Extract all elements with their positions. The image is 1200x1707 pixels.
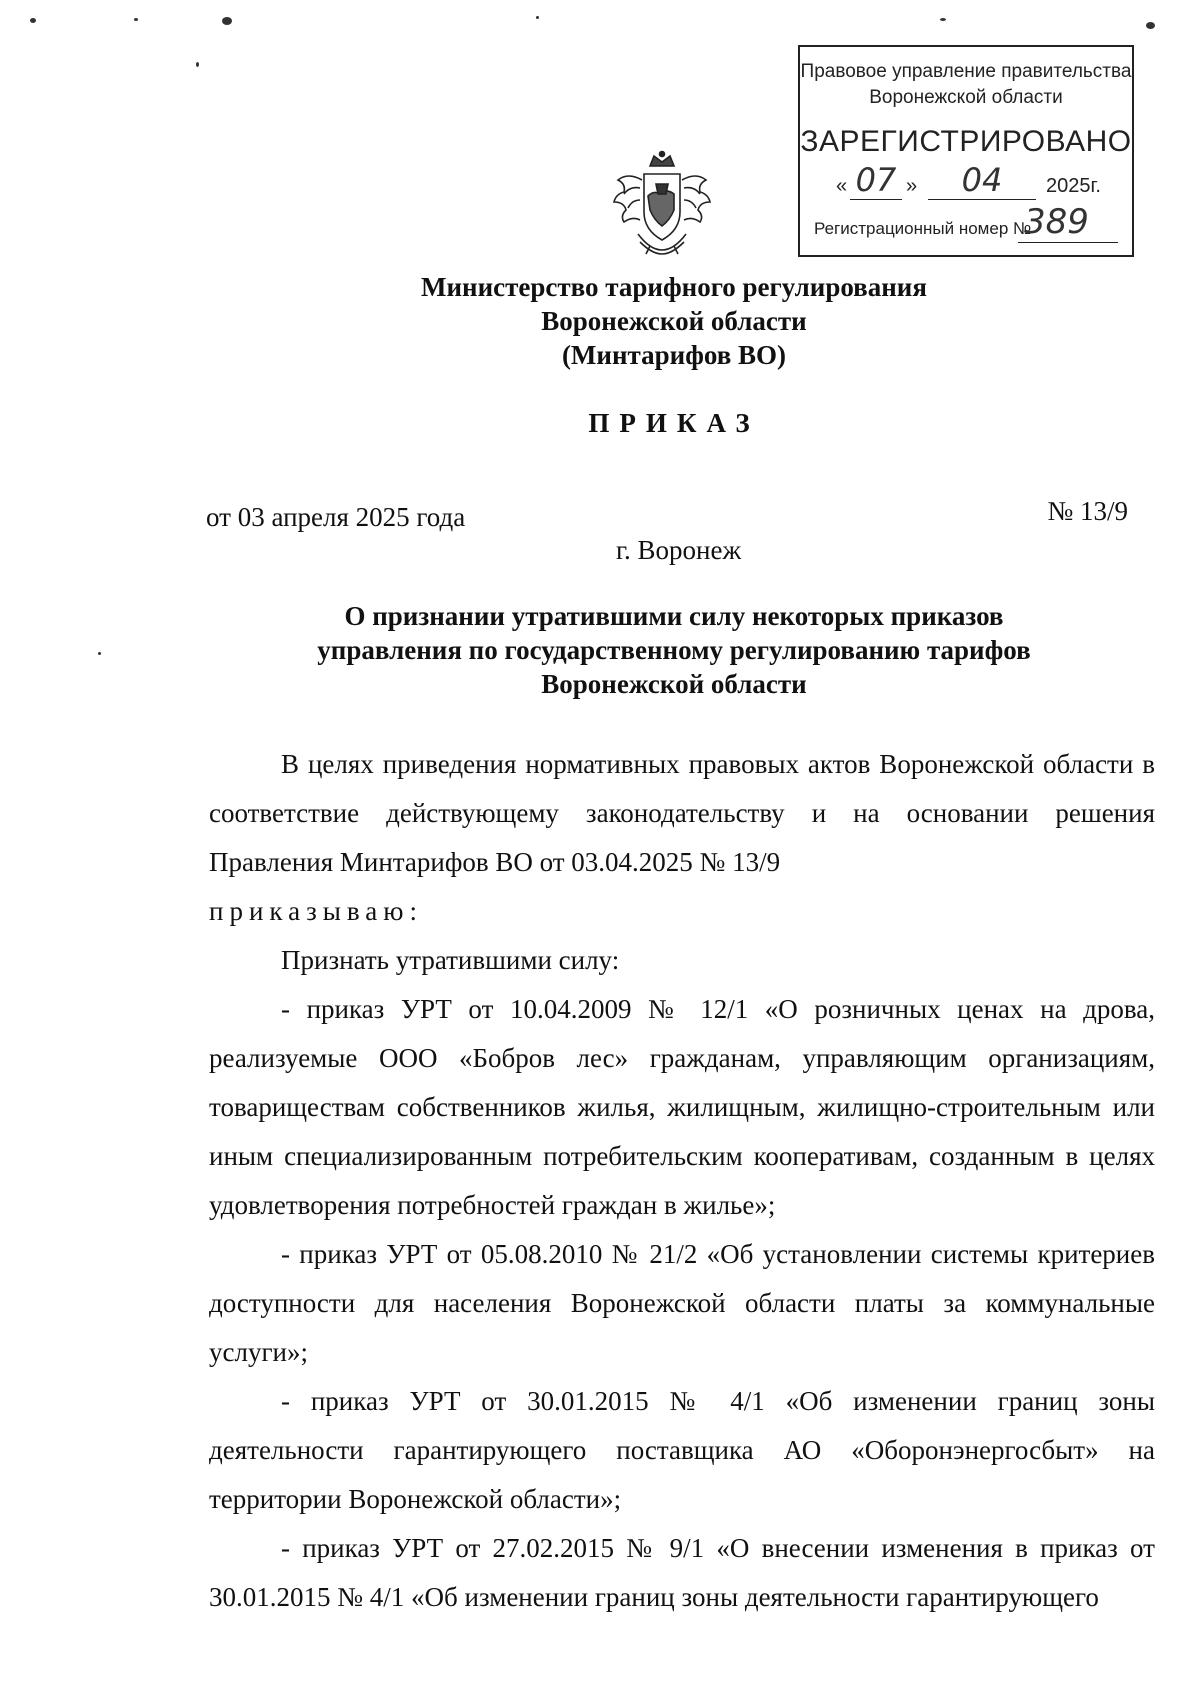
scan-speck xyxy=(1146,22,1155,29)
document-type-label: ПРИКАЗ xyxy=(588,408,760,438)
stamp-date xyxy=(800,161,1132,201)
document-number: № 13/9 xyxy=(1047,496,1128,526)
stamp-registration-number xyxy=(814,203,1118,243)
subject-line: Воронежской области xyxy=(541,669,807,699)
document-city: г. Воронеж xyxy=(616,535,742,565)
scan-speck xyxy=(536,16,539,19)
stamp-reg-number: 389 xyxy=(1018,202,1118,243)
document-subject xyxy=(0,599,1200,701)
document-body xyxy=(209,740,1155,1622)
subject-line: управления по государственному регулированию тарифов xyxy=(317,635,1031,665)
ministry-name xyxy=(0,270,1200,372)
list-item: - приказ УРТ от 10.04.2009 № 12/1 «О розничных ценах на дрова, реализуемые ООО «Бобров лес» гражданам, управляющим организациям, товариществам собственников жилья, жилищным, жилищно-строительным или иным специализированным потребительским кооперативам, созданным в целях удовлетворения потребностей граждан в жилье»; xyxy=(209,994,1155,1220)
ministry-line: (Минтарифов ВО) xyxy=(561,340,787,370)
stamp-year: 2025г. xyxy=(1046,175,1101,197)
scan-speck xyxy=(134,18,138,21)
list-item: - приказ УРТ от 30.01.2015 № 4/1 «Об изменении границ зоны деятельности гарантирующего поставщика АО «Оборонэнергосбыт» на территории Воронежской области»; xyxy=(209,1386,1155,1514)
registration-stamp xyxy=(798,45,1134,257)
intro-paragraph: Признать утратившими силу: xyxy=(281,945,620,975)
preamble-paragraph: В целях приведения нормативных правовых актов Воронежской области в соответствие действующему законодательству и на основании решения Правления Минтарифов ВО от 03.04.2025 № 13/9 xyxy=(209,749,1155,877)
stamp-day: 07 xyxy=(850,161,902,200)
stamp-quote-close: » xyxy=(906,175,918,197)
document-date: от 03 апреля 2025 года xyxy=(206,502,466,532)
order-word: приказываю: xyxy=(209,896,423,926)
stamp-department: Правовое управление правительства Воронежской области xyxy=(800,61,1132,108)
subject-line: О признании утратившими силу некоторых приказов xyxy=(344,601,1004,631)
stamp-month: 04 xyxy=(928,161,1036,200)
scan-speck xyxy=(30,18,36,23)
stamp-reg-label: Регистрационный номер № xyxy=(814,219,1032,238)
scan-speck xyxy=(196,62,199,67)
ministry-line: Министерство тарифного регулирования xyxy=(421,272,927,302)
coat-of-arms-icon xyxy=(610,150,714,258)
scan-speck xyxy=(222,17,232,25)
stamp-quote-open: « xyxy=(836,175,848,197)
stamp-status: ЗАРЕГИСТРИРОВАНО xyxy=(800,125,1132,158)
scan-speck xyxy=(940,18,946,21)
ministry-line: Воронежской области xyxy=(541,306,807,336)
document-type xyxy=(0,408,1200,439)
list-item: - приказ УРТ от 27.02.2015 № 9/1 «О внесении изменения в приказ от 30.01.2015 № 4/1 «Об изменении границ зоны деятельности гарантирующего xyxy=(209,1533,1155,1612)
list-item: - приказ УРТ от 05.08.2010 № 21/2 «Об установлении системы критериев доступности для населения Воронежской области платы за коммунальные услуги»; xyxy=(209,1239,1155,1367)
